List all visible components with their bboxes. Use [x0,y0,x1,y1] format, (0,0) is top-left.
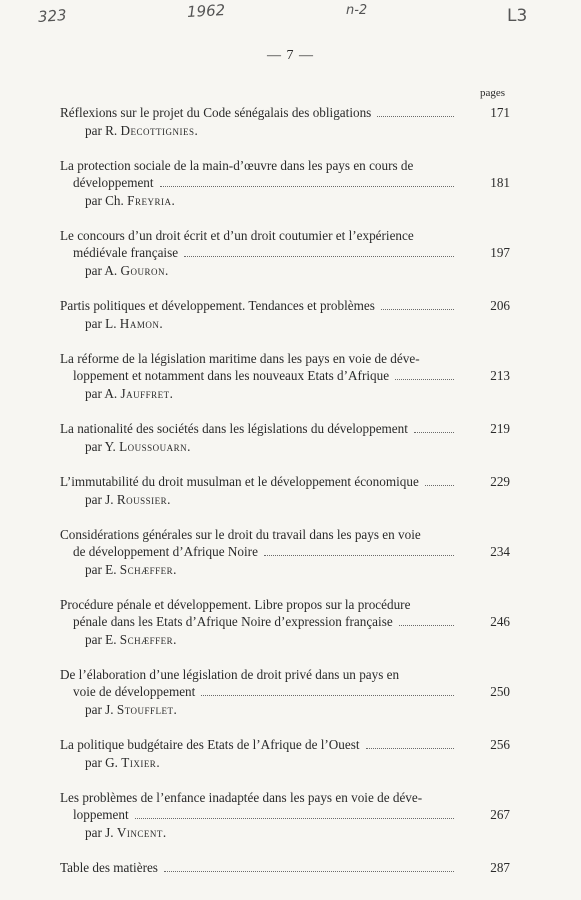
toc-entry-title-line [60,367,510,384]
toc-page-number: 197 [490,245,510,260]
toc-page-number: 250 [490,684,510,699]
toc-page-number: 229 [490,474,510,489]
author-name: Freyria. [127,193,176,208]
author-prefix: par Ch. [85,193,128,208]
author-prefix: par G. [85,755,122,770]
author-name: Stoufflet. [116,702,178,717]
toc-entry [60,596,510,648]
toc-title-text: médiévale française [73,245,179,260]
author-prefix: par E. [85,562,120,577]
leader-dots [201,695,454,696]
toc-title-text: développement [73,175,154,190]
author-name: Decottignies. [120,123,199,138]
leader-dots [184,256,454,257]
leader-dots [377,116,454,117]
toc-entry-title-line [60,859,510,876]
toc-author [60,561,510,578]
toc-entry-title-line [60,806,510,823]
handwritten-note-year: 1962 [186,1,226,21]
toc-title-text: La réforme de la législation maritime dans les pays en voie de déve- [60,351,420,366]
author-prefix: par A. [85,386,121,401]
toc-entry-title-line [60,297,510,314]
toc-title-text: Réflexions sur le projet du Code sénégalais des obligations [60,105,372,120]
handwritten-note-code: L3 [507,6,528,26]
toc-entry [60,227,510,279]
toc-entry [60,473,510,508]
author-name: Vincent. [116,825,167,840]
toc-entry [60,157,510,209]
toc-entry-title-line [60,543,510,560]
toc-entry-title-line [60,350,510,367]
toc-title-text: de développement d’Afrique Noire [73,544,258,559]
toc-title-text: Table des matières [60,860,158,875]
toc-page-number: 219 [490,421,510,436]
leader-dots [135,818,454,819]
table-of-contents [60,104,510,894]
toc-title-text: De l’élaboration d’une législation de droit privé dans un pays en [60,667,400,682]
toc-title-text: La politique budgétaire des Etats de l’Afrique de l’Ouest [60,737,360,752]
toc-entry-title-line [60,227,510,244]
leader-dots [414,432,454,433]
toc-page-number: 206 [490,298,510,313]
toc-author [60,315,510,332]
author-prefix: par Y. [85,439,120,454]
toc-entry-title-line [60,736,510,753]
toc-title-text: pénale dans les Etats d’Afrique Noire d’expression française [73,614,393,629]
toc-author [60,824,510,841]
toc-entry-title-line [60,420,510,437]
author-prefix: par J. [85,492,117,507]
author-prefix: par R. [85,123,121,138]
toc-author [60,192,510,209]
toc-entry [60,859,510,876]
author-name: Loussouarn. [119,439,191,454]
toc-entry-title-line [60,473,510,490]
toc-page-number: 213 [490,368,510,383]
toc-entry [60,789,510,841]
author-name: Jauffret. [120,386,174,401]
leader-dots [366,748,454,749]
leader-dots [381,309,454,310]
leader-dots [164,871,454,872]
toc-author [60,631,510,648]
toc-entry-title-line [60,104,510,121]
toc-title-text: Partis politiques et développement. Tendances et problèmes [60,298,375,313]
author-name: Schæffer. [119,562,177,577]
toc-entry [60,104,510,139]
toc-entry [60,526,510,578]
toc-entry-title-line [60,613,510,630]
author-name: Roussier. [116,492,171,507]
toc-page-number: 181 [490,175,510,190]
toc-author [60,385,510,402]
author-name: Gouron. [120,263,169,278]
toc-entry-title-line [60,174,510,191]
toc-entry [60,350,510,402]
toc-author [60,491,510,508]
leader-dots [399,625,454,626]
page-number: — 7 — [267,48,314,63]
toc-entry-title-line [60,157,510,174]
toc-author [60,754,510,771]
toc-author [60,122,510,139]
toc-title-text: L’immutabilité du droit musulman et le développement économique [60,474,419,489]
leader-dots [160,186,454,187]
toc-title-text: La protection sociale de la main-d’œuvre dans les pays en cours de [60,158,414,173]
toc-entry [60,420,510,455]
toc-page-number: 234 [490,544,510,559]
handwritten-note-issue: n-2 [346,3,368,18]
pages-column-header: pages [479,87,505,99]
toc-title-text: voie de développement [73,684,196,699]
toc-title-text: loppement et notamment dans les nouveaux Etats d’Afrique [73,368,390,383]
toc-title-text: Procédure pénale et développement. Libre propos sur la procédure [60,597,411,612]
toc-author [60,438,510,455]
toc-entry-title-line [60,683,510,700]
toc-entry [60,297,510,332]
toc-entry-title-line [60,789,510,806]
toc-entry-title-line [60,526,510,543]
author-name: Schæffer. [119,632,177,647]
leader-dots [395,379,454,380]
handwritten-note-number: 323 [37,6,68,26]
author-name: Tixier. [121,755,161,770]
toc-title-text: Le concours d’un droit écrit et d’un droit coutumier et l’expérience [60,228,414,243]
toc-page-number: 246 [490,614,510,629]
author-prefix: par L. [85,316,120,331]
toc-entry-title-line [60,244,510,261]
toc-title-text: La nationalité des sociétés dans les législations du développement [60,421,408,436]
leader-dots [425,485,454,486]
toc-entry [60,736,510,771]
author-prefix: par A. [85,263,121,278]
toc-entry-title-line [60,666,510,683]
toc-author [60,701,510,718]
author-prefix: par E. [85,632,120,647]
author-prefix: par J. [85,702,117,717]
toc-title-text: loppement [73,807,129,822]
toc-title-text: Les problèmes de l’enfance inadaptée dans les pays en voie de déve- [60,790,423,805]
toc-entry [60,666,510,718]
leader-dots [264,555,454,556]
toc-entry-title-line [60,596,510,613]
author-name: Hamon. [119,316,164,331]
toc-page-number: 287 [490,860,510,875]
toc-author [60,262,510,279]
toc-title-text: Considérations générales sur le droit du travail dans les pays en voie [60,527,421,542]
toc-page-number: 267 [490,807,510,822]
author-prefix: par J. [85,825,117,840]
toc-page-number: 171 [490,105,510,120]
toc-page-number: 256 [490,737,510,752]
